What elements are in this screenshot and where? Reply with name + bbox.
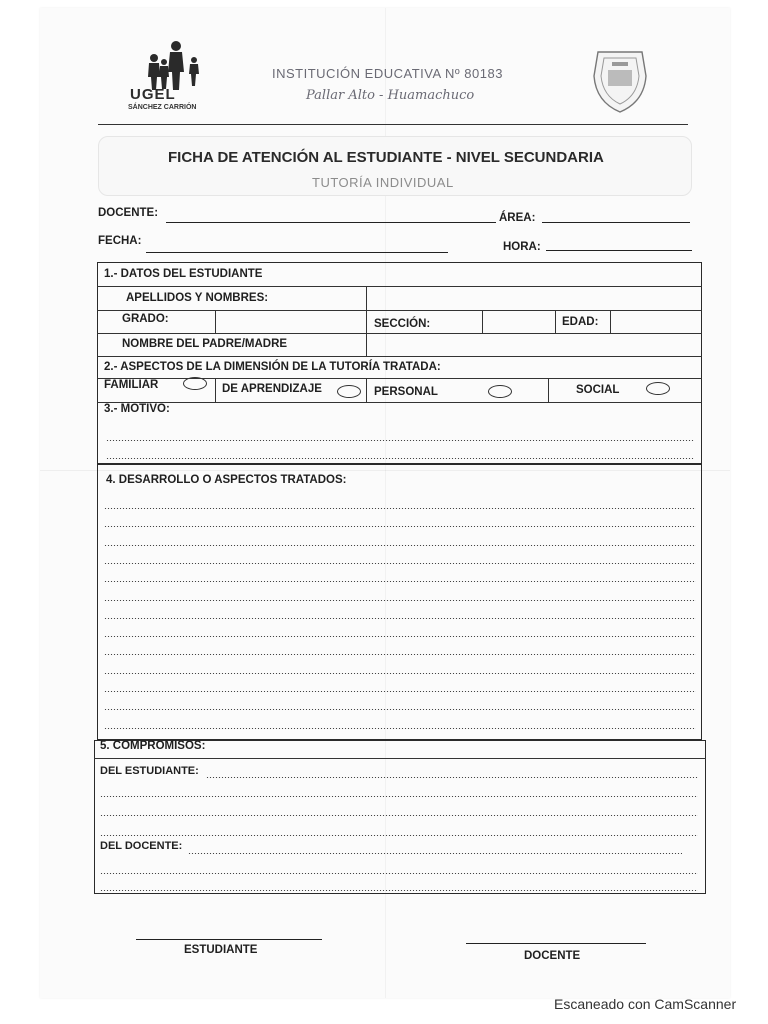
form-title: FICHA DE ATENCIÓN AL ESTUDIANTE - NIVEL SECUNDARIA bbox=[168, 149, 604, 166]
institution-place: Pallar Alto - Huamachuco bbox=[306, 88, 475, 103]
teacher-signature-label: DOCENTE bbox=[524, 950, 581, 962]
estudiante-line[interactable] bbox=[100, 815, 698, 816]
option-personal: PERSONAL bbox=[374, 386, 438, 398]
scanner-watermark: Escaneado con CamScanner bbox=[554, 996, 737, 1012]
development-line[interactable] bbox=[104, 654, 696, 655]
docente-field[interactable] bbox=[166, 222, 496, 223]
estudiante-line[interactable] bbox=[206, 777, 698, 778]
section3-title: 3.- MOTIVO: bbox=[104, 403, 170, 415]
grado-label: GRADO: bbox=[122, 313, 169, 325]
del-docente-label: DEL DOCENTE: bbox=[100, 840, 183, 852]
form-subtitle: TUTORÍA INDIVIDUAL bbox=[312, 175, 454, 190]
development-line[interactable] bbox=[104, 545, 696, 546]
area-label: ÁREA: bbox=[499, 212, 536, 224]
option-familiar: FAMILIAR bbox=[104, 379, 159, 391]
development-line[interactable] bbox=[104, 673, 696, 674]
edad-label: EDAD: bbox=[562, 316, 599, 328]
row-divider bbox=[97, 402, 702, 403]
development-line[interactable] bbox=[104, 691, 696, 692]
grado-field[interactable] bbox=[216, 311, 365, 332]
row-divider bbox=[97, 356, 702, 357]
development-line[interactable] bbox=[104, 526, 696, 527]
apellidos-label: APELLIDOS Y NOMBRES: bbox=[126, 292, 269, 304]
development-line[interactable] bbox=[104, 581, 696, 582]
student-signature-line[interactable] bbox=[136, 939, 322, 940]
development-line[interactable] bbox=[104, 709, 696, 710]
apellidos-field[interactable] bbox=[367, 287, 701, 309]
del-estudiante-label: DEL ESTUDIANTE: bbox=[100, 765, 199, 777]
edad-field[interactable] bbox=[611, 311, 701, 332]
col-divider bbox=[366, 378, 367, 402]
section1-title: 1.- DATOS DEL ESTUDIANTE bbox=[104, 268, 263, 280]
social-checkbox[interactable] bbox=[646, 382, 670, 395]
docente-line[interactable] bbox=[100, 873, 698, 874]
development-line[interactable] bbox=[104, 600, 696, 601]
col-divider bbox=[548, 378, 549, 402]
development-line[interactable] bbox=[104, 728, 696, 729]
personal-checkbox[interactable] bbox=[488, 385, 512, 398]
docente-line[interactable] bbox=[188, 853, 682, 854]
aprendizaje-checkbox[interactable] bbox=[337, 385, 361, 398]
development-line[interactable] bbox=[104, 636, 696, 637]
development-line[interactable] bbox=[104, 508, 696, 509]
institution-name: INSTITUCIÓN EDUCATIVA Nº 80183 bbox=[272, 66, 503, 81]
teacher-signature-line[interactable] bbox=[466, 943, 646, 944]
docente-label: DOCENTE: bbox=[98, 207, 159, 219]
logo-text: UGEL bbox=[130, 86, 176, 103]
school-seal-icon bbox=[590, 46, 650, 116]
fecha-label: FECHA: bbox=[98, 235, 142, 247]
option-aprendizaje: DE APRENDIZAJE bbox=[222, 383, 322, 395]
section5-title: 5. COMPROMISOS: bbox=[100, 740, 206, 752]
option-social: SOCIAL bbox=[576, 384, 620, 396]
estudiante-line[interactable] bbox=[100, 796, 698, 797]
motivo-line[interactable] bbox=[106, 440, 694, 441]
development-line[interactable] bbox=[104, 563, 696, 564]
header-rule bbox=[98, 124, 688, 125]
row-divider bbox=[94, 758, 706, 759]
section2-title: 2.- ASPECTOS DE LA DIMENSIÓN DE LA TUTORÍA TRATADA: bbox=[104, 361, 441, 373]
student-signature-label: ESTUDIANTE bbox=[184, 944, 258, 956]
commitments-box bbox=[94, 740, 706, 894]
col-divider bbox=[555, 310, 556, 333]
seccion-label: SECCIÓN: bbox=[374, 318, 431, 330]
col-divider bbox=[215, 378, 216, 402]
development-box bbox=[97, 464, 702, 740]
padre-field[interactable] bbox=[367, 334, 701, 355]
hora-label: HORA: bbox=[503, 241, 541, 253]
seccion-field[interactable] bbox=[483, 311, 554, 332]
motivo-line[interactable] bbox=[106, 458, 694, 459]
fecha-field[interactable] bbox=[146, 252, 448, 253]
docente-line[interactable] bbox=[100, 890, 698, 891]
hora-field[interactable] bbox=[546, 250, 692, 251]
estudiante-line[interactable] bbox=[100, 835, 698, 836]
logo-subtext: SÁNCHEZ CARRIÓN bbox=[128, 104, 197, 111]
area-field[interactable] bbox=[542, 222, 690, 223]
development-line[interactable] bbox=[104, 618, 696, 619]
section4-title: 4. DESARROLLO O ASPECTOS TRATADOS: bbox=[106, 474, 347, 486]
padre-label: NOMBRE DEL PADRE/MADRE bbox=[122, 338, 288, 350]
familiar-checkbox[interactable] bbox=[183, 377, 207, 390]
